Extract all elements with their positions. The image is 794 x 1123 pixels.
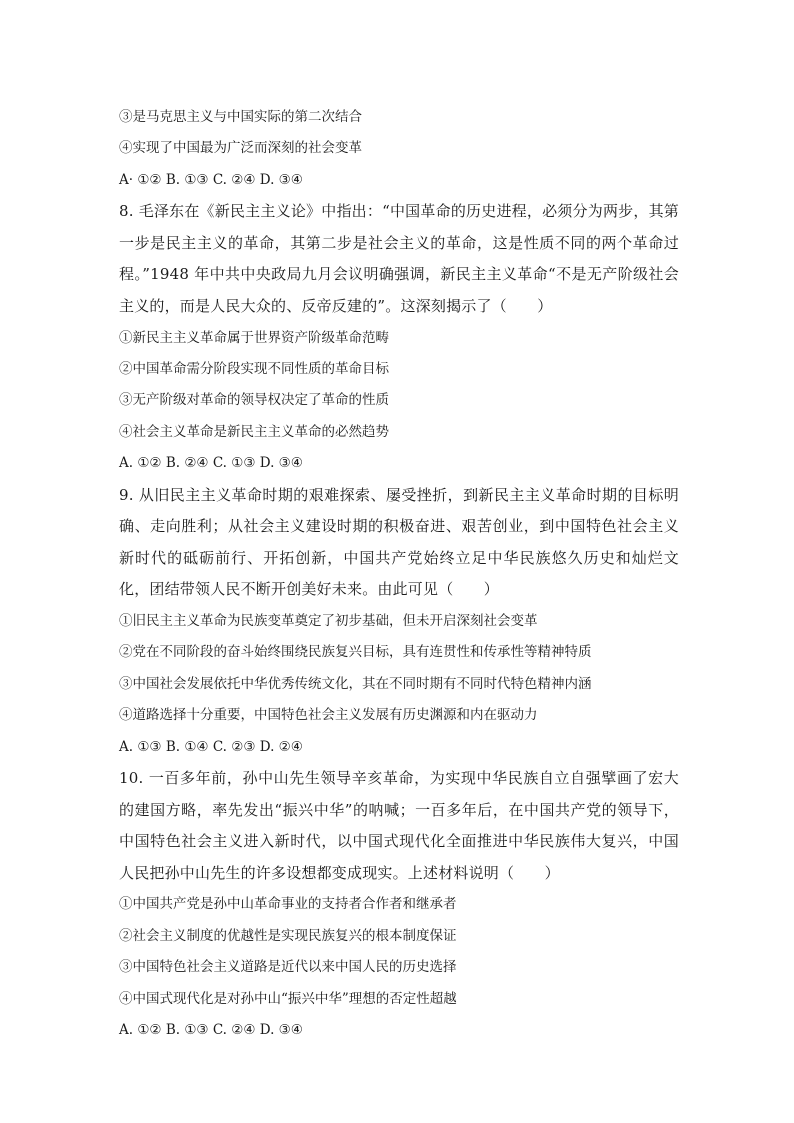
q9-option-1: ①旧民主主义革命为民族变革奠定了初步基础，但未开启深刻社会变革 bbox=[119, 612, 538, 629]
q8-answer-choices: A. ①② B. ②④ C. ①③ D. ③④ bbox=[119, 455, 303, 472]
q8-option-1: ①新民主主义革命属于世界资产阶级革命范畴 bbox=[119, 329, 389, 346]
q10-option-1: ①中国共产党是孙中山革命事业的支持者合作者和继承者 bbox=[119, 896, 457, 913]
q10-answer-choices: A. ①② B. ①③ C. ②④ D. ③④ bbox=[119, 1021, 303, 1038]
q8-option-3: ③无产阶级对革命的领导权决定了革命的性质 bbox=[119, 392, 389, 409]
q7-option-3: ③是马克思主义与中国实际的第二次结合 bbox=[119, 109, 362, 125]
q10-option-4: ④中国式现代化是对孙中山“振兴中华”理想的否定性超越 bbox=[119, 990, 457, 1007]
q8-stem: 8. 毛泽东在《新民主主义论》中指出：“中国革命的历史进程，必须分为两步，其第一步是民主主义的革命，其第二步是社会主义的革命，这是性质不同的两个革命过程。”1948 年中共中央政局九月会议明确强调，新民主主义革命“不是无产阶级社会主义的，而是人民大众的、反帝反建的”。这深刻揭示了（ ） bbox=[119, 202, 679, 315]
q10-option-3: ③中国特色社会主义道路是近代以来中国人民的历史选择 bbox=[119, 959, 457, 976]
q8-option-2: ②中国革命需分阶段实现不同性质的革命目标 bbox=[119, 360, 389, 377]
q9-option-4: ④道路选择十分重要，中国特色社会主义发展有历史渊源和内在驱动力 bbox=[119, 707, 538, 724]
q9-option-2: ②党在不同阶段的奋斗始终围绕民族复兴目标，具有连贯性和传承性等精神特质 bbox=[119, 644, 592, 661]
q9-answer-choices: A. ①③ B. ①④ C. ②③ D. ②④ bbox=[119, 738, 303, 755]
q8-option-4: ④社会主义革命是新民主主义革命的必然趋势 bbox=[119, 423, 389, 440]
q10-stem: 10. 一百多年前，孙中山先生领导辛亥革命，为实现中华民族自立自强擘画了宏大的建国方略，率先发出“振兴中华”的呐喊；一百多年后，在中国共产党的领导下，中国特色社会主义进入新时代，以中国式现代化全面推进中华民族伟大复兴，中国人民把孙中山先生的许多设想都变成现实。上述材料说明（ ） bbox=[119, 768, 679, 882]
q7-option-4: ④实现了中国最为广泛而深刻的社会变革 bbox=[119, 140, 362, 157]
q9-option-3: ③中国社会发展依托中华优秀传统文化，其在不同时期有不同时代特色精神内涵 bbox=[119, 675, 592, 692]
question-content bbox=[119, 102, 679, 1046]
q10-option-2: ②社会主义制度的优越性是实现民族复兴的根本制度保证 bbox=[119, 927, 457, 944]
q7-answer-choices: A· ①② B. ①③ C. ②④ D. ③④ bbox=[119, 171, 303, 188]
q9-stem: 9. 从旧民主主义革命时期的艰难探索、屡受挫折，到新民主主义革命时期的目标明确、走向胜利；从社会主义建设时期的积极奋进、艰苦创业，到中国特色社会主义新时代的砥砺前行、开拓创新，中国共产党始终立足中华民族悠久历史和灿烂文化，团结带领人民不断开创美好未来。由此可见（ ） bbox=[119, 485, 679, 599]
